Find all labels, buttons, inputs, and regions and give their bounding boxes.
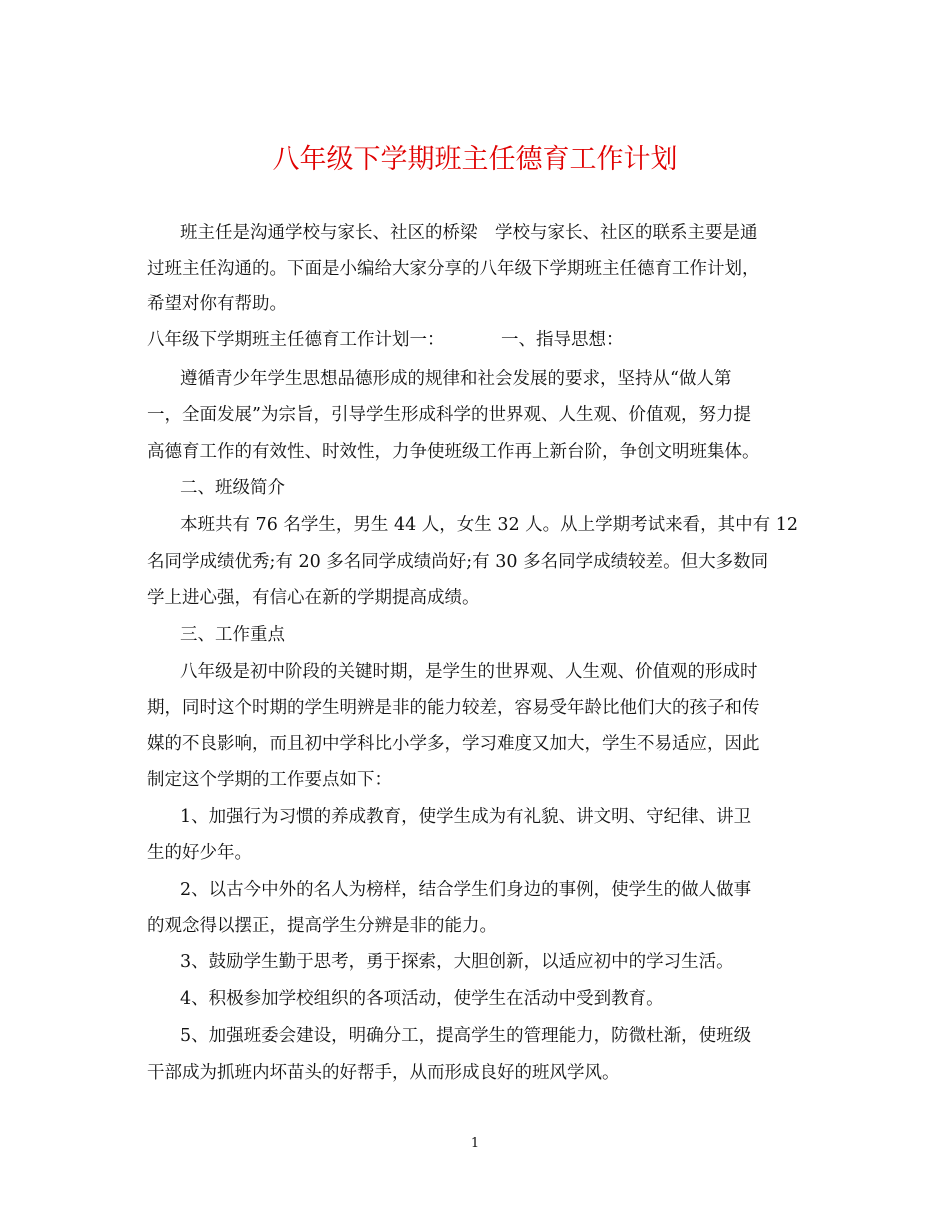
paragraph-line: 一，全面发展”为宗旨，引导学生形成科学的世界观、人生观、价值观，努力提	[147, 405, 751, 425]
list-item-line: 5、加强班委会建设，明确分工，提高学生的管理能力，防微杜渐，使班级	[180, 1026, 752, 1046]
paragraph-line: 学上进心强，有信心在新的学期提高成绩。	[147, 588, 480, 608]
document-title: 八年级下学期班主任德育工作计划	[272, 144, 678, 175]
paragraph-line: 名同学成绩优秀;有 20 多名同学成绩尚好;有 30 多名同学成绩较差。但大多数同	[147, 552, 769, 572]
paragraph-line: 本班共有 76 名学生，男生 44 人，女生 32 人。从上学期考试来看，其中有 12	[180, 515, 799, 535]
list-item-line: 干部成为抓班内坏苗头的好帮手，从而形成良好的班风学风。	[147, 1063, 620, 1083]
paragraph-line: 希望对你有帮助。	[147, 294, 287, 314]
paragraph-line: 过班主任沟通的。下面是小编给大家分享的八年级下学期班主任德育工作计划，	[147, 259, 760, 279]
list-item-line: 1、加强行为习惯的养成教育，使学生成为有礼貌、讲文明、守纪律、讲卫	[180, 807, 752, 827]
list-item-line: 3、鼓励学生勤于思考，勇于探索，大胆创新，以适应初中的学习生活。	[180, 952, 734, 972]
list-item-line: 4、积极参加学校组织的各项活动，使学生在活动中受到教育。	[180, 989, 664, 1009]
plan-heading-line	[147, 325, 803, 355]
plan-heading: 八年级下学期班主任德育工作计划一：	[147, 330, 445, 350]
page-number: 1	[470, 1136, 480, 1151]
paragraph-line: 制定这个学期的工作要点如下：	[147, 770, 392, 790]
section-heading-class-intro: 二、班级简介	[180, 478, 285, 498]
paragraph-line: 期，同时这个时期的学生明辨是非的能力较差，容易受年龄比他们大的孩子和传	[147, 698, 760, 718]
paragraph-line: 高德育工作的有效性、时效性，力争使班级工作再上新台阶，争创文明班集体。	[147, 442, 760, 462]
list-item-line: 生的好少年。	[147, 843, 252, 863]
paragraph-line: 遵循青少年学生思想品德形成的规律和社会发展的要求，坚持从“做人第	[180, 369, 732, 389]
list-item-line: 2、以古今中外的名人为榜样，结合学生们身边的事例，使学生的做人做事	[180, 880, 752, 900]
paragraph-line: 班主任是沟通学校与家长、社区的桥梁 学校与家长、社区的联系主要是通	[180, 223, 758, 243]
section-heading-guiding-thought: 一、指导思想：	[501, 330, 624, 350]
list-item-line: 的观念得以摆正，提高学生分辨是非的能力。	[147, 916, 497, 936]
paragraph-line: 八年级是初中阶段的关键时期，是学生的世界观、人生观、价值观的形成时	[180, 662, 758, 682]
paragraph-line: 媒的不良影响，而且初中学科比小学多，学习难度又加大，学生不易适应，因此	[147, 734, 760, 754]
section-heading-work-focus: 三、工作重点	[180, 625, 285, 645]
